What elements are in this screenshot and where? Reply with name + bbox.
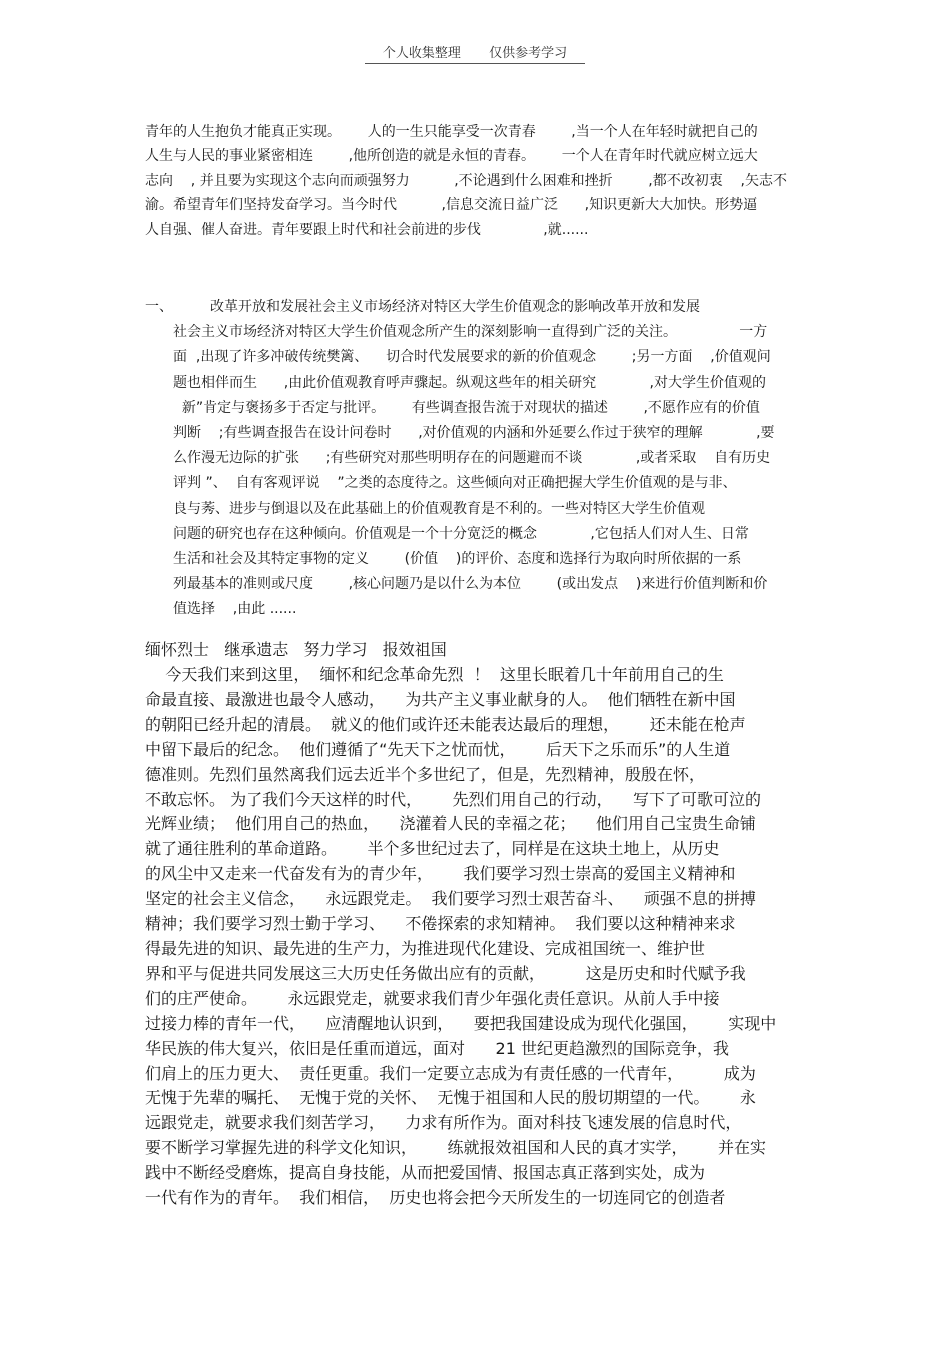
header-left-text: 个人收集整理	[382, 46, 461, 61]
text-line: 践中不断经受磨炼，提高自身技能，从而把爱国情、报国志真正落到实处，成为	[145, 1163, 706, 1183]
text-line: 过接力棒的青年一代， 应清醒地认识到， 要把我国建设成为现代化强国， 实现中	[145, 1013, 777, 1033]
text-line: 今天我们来到这里， 缅怀和纪念革命先烈 ！ 这里长眠着几十年前用自己的生	[145, 665, 724, 684]
text-line: 值选择 ,由此 ......	[173, 601, 297, 618]
paragraph-youth	[145, 120, 825, 242]
text-line: 坚定的社会主义信念， 永远跟党走。 我们要学习烈士艰苦奋斗、 顽强不息的拼搏	[145, 889, 756, 909]
text-line: 得最先进的知识、最先进的生产力，为推进现代化建设、完成祖国统一、维护世	[145, 938, 706, 958]
text-line: 问题的研究也存在这种倾向。价值观是一个十分宽泛的概念 ,它包括人们对人生、日常	[173, 525, 749, 542]
text-line: 就了通往胜利的革命道路。 半个多世纪过去了，同样是在这块土地上，从历史	[145, 839, 720, 859]
text-line: 的朝阳已经升起的清晨。 就义的他们或许还未能表达最后的理想， 还未能在枪声	[145, 714, 746, 734]
text-line: 界和平与促进共同发展这三大历史任务做出应有的贡献， 这是历史和时代赋予我	[145, 963, 746, 983]
text-line: 评判 ”、 自有客观评说 ”之类的态度待之。这些倾向对正确把握大学生价值观的是与非、	[173, 475, 737, 492]
text-line: 判断 ;有些调查报告在设计问卷时 ,对价值观的内涵和外延要么作过于狭窄的理解 ,要	[173, 425, 775, 441]
text-line: 青年的人生抱负才能真正实现。 人的一生只能享受一次青春 ,当一个人在年轻时就把自己的	[145, 124, 758, 140]
text-line: 不敢忘怀。 为了我们今天这样的时代， 先烈们用自己的行动， 写下了可歌可泣的	[145, 789, 761, 809]
section-number: 一、	[145, 299, 173, 315]
text-line: 生活和社会及其特定事物的定义 (价值 )的评价、态度和选择行为取向时所依据的一系	[173, 551, 742, 568]
header-right-text: 仅供参考学习	[489, 46, 568, 61]
text-line: 渝。希望青年们坚持发奋学习。当今时代 ,信息交流日益广泛 ,知识更新大大加快。形势逼	[145, 197, 758, 214]
header-rule	[365, 42, 585, 64]
text-line: 德准则。先烈们虽然离我们远去近半个多世纪了，但是，先烈精神，殷殷在怀，	[145, 764, 706, 784]
text-line: 中留下最后的纪念。 他们遵循了“先天下之忧而忧， 后天下之乐而乐”的人生道	[145, 739, 731, 759]
section-body	[173, 320, 775, 622]
text-line: 么作漫无边际的扩张 ;有些研究对那些明明存在的问题避而不谈 ,或者采取 自有历史	[173, 450, 771, 467]
text-line: 的风尘中又走来一代奋发有为的青少年， 我们要学习烈士崇高的爱国主义精神和	[145, 864, 736, 884]
text-line: 远跟党走，就要求我们刻苦学习， 力求有所作为。面对科技飞速发展的信息时代，	[145, 1113, 742, 1133]
text-line: 光辉业绩； 他们用自己的热血， 浇灌着人民的幸福之花； 他们用自己宝贵生命铺	[145, 814, 756, 834]
text-line: 精神；我们要学习烈士勤于学习、 不倦探索的求知精神。 我们要以这种精神来求	[145, 914, 736, 934]
paragraph-martyrs	[145, 663, 815, 1211]
text-line: 无愧于先辈的嘱托、 无愧于党的关怀、 无愧于祖国和人民的殷切期望的一代。 永	[145, 1088, 756, 1108]
text-line: 命最直接、最激进也最令人感动， 为共产主义事业献身的人。 他们牺牲在新中国	[145, 689, 736, 709]
section-first-line: 改革开放和发展社会主义市场经济对特区大学生价值观念的影响改革开放和发展	[210, 299, 700, 315]
text-line: 新”肯定与褒扬多于否定与批评。 有些调查报告流于对现状的描述 ,不愿作应有的价值	[173, 399, 760, 416]
text-line: 人生与人民的事业紧密相连 ,他所创造的就是永恒的青春。 一个人在青年时代就应树立远大	[145, 148, 758, 165]
text-line: 们肩上的压力更大、 责任更重。我们一定要立志成为有责任感的一代青年， 成为	[145, 1063, 756, 1083]
text-line: 面 ,出现了许多冲破传统樊篱、 切合时代发展要求的新的价值观念 ;另一方面 ,价值观问	[173, 349, 771, 366]
text-line: 志向 , 并且要为实现这个志向而顽强努力 ,不论遇到什么困难和挫折 ,都不改初衷 ,矢志不	[145, 172, 787, 189]
section-title: 缅怀烈士 继承遗志 努力学习 报效祖国	[145, 640, 447, 659]
text-line: 社会主义市场经济对特区大学生价值观念所产生的深刻影响一直得到广泛的关注。 一方	[173, 324, 768, 341]
text-line: 们的庄严使命。 永远跟党走，就要求我们青少年强化责任意识。从前人手中接	[145, 988, 720, 1008]
text-line: 列最基本的准则或尺度 ,核心问题乃是以什么为本位 (或出发点 )来进行价值判断和价	[173, 576, 768, 593]
page-header	[0, 42, 950, 64]
text-line: 华民族的伟大复兴，依旧是任重而道远，面对 21 世纪更趋激烈的国际竞争，我	[145, 1038, 729, 1058]
text-line: 人自强、催人奋进。青年要跟上时代和社会前进的步伐 ,就......	[145, 221, 589, 238]
text-line: 良与莠、进步与倒退以及在此基础上的价值观教育是不利的。一些对特区大学生价值观	[173, 500, 705, 517]
text-line: 一代有作为的青年。 我们相信， 历史也将会把今天所发生的一切连同它的创造者	[145, 1188, 726, 1208]
text-line: 题也相伴而生 ,由此价值观教育呼声骤起。纵观这些年的相关研究 ,对大学生价值观的	[173, 374, 767, 391]
text-line: 要不断学习掌握先进的科学文化知识， 练就报效祖国和人民的真才实学， 并在实	[145, 1138, 767, 1158]
